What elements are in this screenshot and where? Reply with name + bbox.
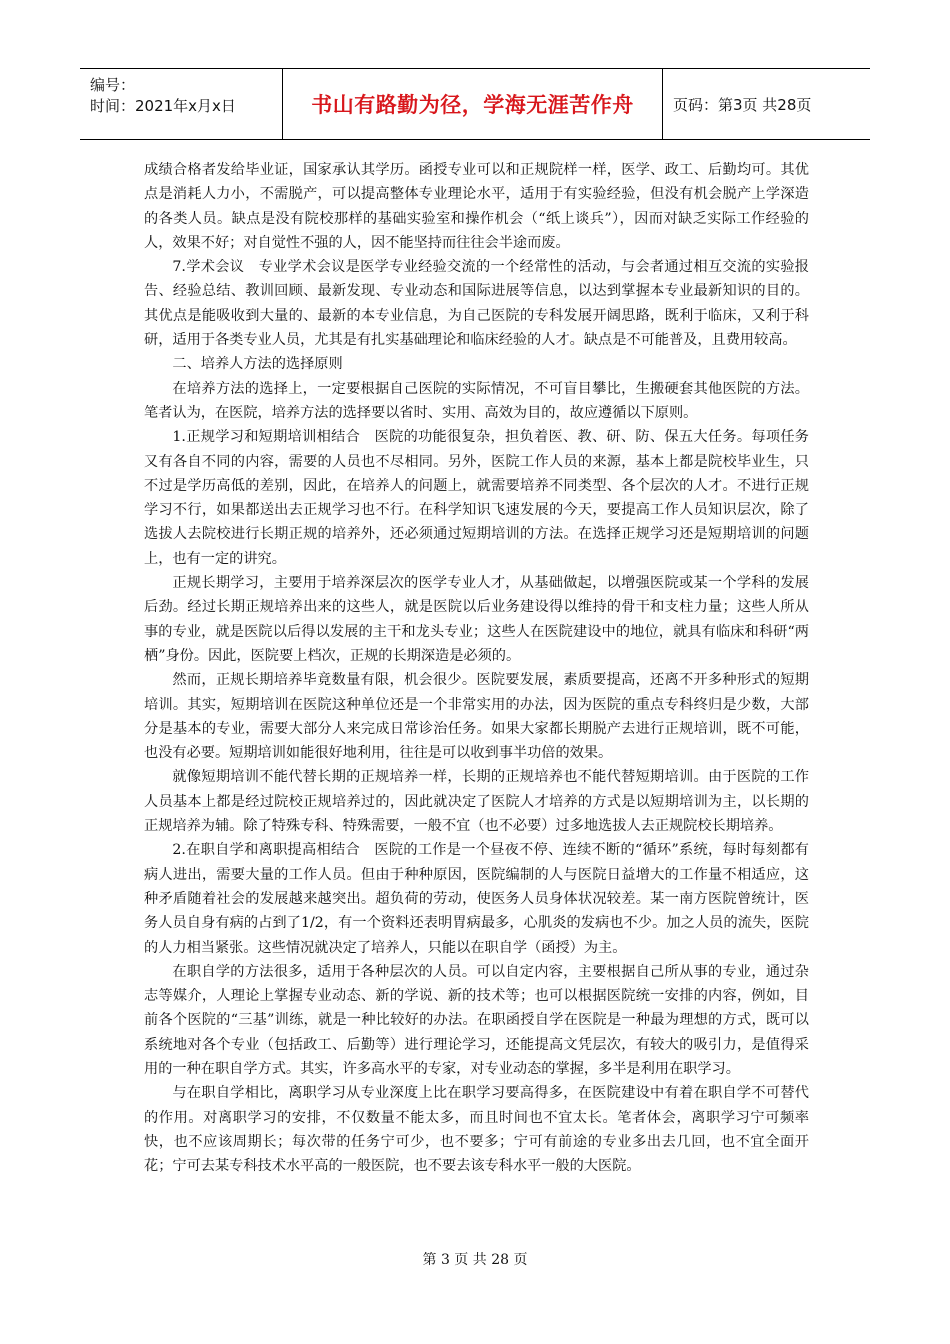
body-paragraph: 在职自学的方法很多，适用于各种层次的人员。可以自定内容，主要根据自己所从事的专业，通过杂志等媒介，人理论上掌握专业动态、新的学说、新的技术等；也可以根据医院统一安排的内容，例如，目前各个医院的“三基”训练，就是一种比较好的办法。在职函授自学在医院是一种最为理想的方式，既可以系统地对各个专业（包括政工、后勤等）进行理论学习，还能提高文凭层次，有较大的吸引力，是值得采用的一种在职自学方式。其实，许多高水平的专家，对专业动态的掌握，多半是利用在职学习。 (144, 963, 809, 1077)
body-paragraph: 7.学术会议 专业学术会议是医学专业经验交流的一个经常性的活动，与会者通过相互交流的实验报告、经验总结、教训回顾、最新发现、专业动态和国际进展等信息，以达到掌握本专业最新知识的目的。其优点是能吸收到大量的、最新的本专业信息，为自己医院的专科发展开阔思路，既利于临床，又利于科研，适用于各类专业人员，尤其是有扎实基础理论和临床经验的人才。缺点是不可能普及，且费用较高。 (144, 259, 809, 349)
body-paragraph: 2.在职自学和离职提高相结合 医院的工作是一个昼夜不停、连续不断的“循环”系统，每时每刻都有病人进出，需要大量的工作人员。但由于种种原因，医院编制的人与医院日益增大的工作量不相适应，这种矛盾随着社会的发展越来越突出。超负荷的劳动，使医务人员身体状况较差。某一南方医院曾统计，医务人员自身有病的占到了1/2，有一个资料还表明胃病最多，心肌炎的发病也不少。加之人员的流失，医院的人力相当紧张。这些情况就决定了培养人，只能以在职自学（函授）为主。 (144, 842, 809, 956)
body-paragraph: 就像短期培训不能代替长期的正规培养一样，长期的正规培养也不能代替短期培训。由于医院的工作人员基本上都是经过院校正规培养过的，因此就决定了医院人才培养的方式是以短期培训为主，以长期的正规培养为辅。除了特殊专科、特殊需要，一般不宜（也不必要）过多地选拔人去正规院校长期培养。 (144, 769, 809, 835)
body-paragraph: 在培养方法的选择上，一定要根据自己医院的实际情况，不可盲目攀比，生搬硬套其他医院的方法。笔者认为，在医院，培养方法的选择要以省时、实用、高效为目的，故应遵循以下原则。 (144, 380, 809, 421)
page-footer (0, 1249, 950, 1269)
body-paragraph: 成绩合格者发给毕业证，国家承认其学历。函授专业可以和正规院样一样，医学、政工、后勤均可。其优点是消耗人力小，不需脱产，可以提高整体专业理论水平，适用于有实验经验，但没有机会脱产上学深造的各类人员。缺点是没有院校那样的基础实验室和操作机会（“纸上谈兵”），因而对缺乏实际工作经验的人，效果不好；对自觉性不强的人，因不能坚持而往往会半途而废。 (144, 162, 809, 251)
header-meta (80, 69, 283, 139)
page-header (80, 68, 870, 140)
section-heading: 二、培养人方法的选择原则 (172, 356, 343, 373)
document-number-label: 编号： (90, 76, 136, 94)
body-paragraph: 1.正规学习和短期培训相结合 医院的功能很复杂，担负着医、教、研、防、保五大任务。每项任务又有各自不同的内容，需要的人员也不尽相同。另外，医院工作人员的来源，基本上都是院校毕业生，只不过是学历高低的差别，因此，在培养人的问题上，就需要培养不同类型、各个层次的人才。不进行正规学习不行，如果都送出去正规学习也不行。在科学知识飞速发展的今天，要提高工作人员知识层次，除了选拔人去院校进行长期正规的培养外，还必须通过短期培训的方法。在选择正规学习还是短期培训的问题上，也有一定的讲究。 (144, 429, 809, 567)
body-paragraph: 然而，正规长期培养毕竟数量有限，机会很少。医院要发展，素质要提高，还离不开多种形式的短期培训。其实，短期培训在医院这种单位还是一个非常实用的办法，因为医院的重点专科终归是少数，大部分是基本的专业，需要大部分人来完成日常诊治任务。如果大家都长期脱产去进行正规培训，既不可能，也没有必要。短期培训如能很好地利用，往往是可以收到事半功倍的效果。 (144, 672, 809, 762)
header-page-info-cell (663, 69, 870, 139)
header-page-info: 页码：第3页 共28页 (673, 95, 812, 114)
document-body (144, 158, 809, 1178)
header-motto: 书山有路勤为径，学海无涯苦作舟 (311, 93, 634, 117)
document-time-label: 时间：2021年x月x日 (90, 97, 236, 115)
body-paragraph: 正规长期学习，主要用于培养深层次的医学专业人才，从基础做起，以增强医院或某一个学科的发展后劲。经过长期正规培养出来的这些人，就是医院以后业务建设得以维持的骨干和支柱力量；这些人所从事的专业，就是医院以后得以发展的主干和龙头专业；这些人在医院建设中的地位，就具有临床和科研“两栖”身份。因此，医院要上档次，正规的长期深造是必须的。 (144, 575, 809, 664)
body-paragraph: 与在职自学相比，离职学习从专业深度上比在职学习要高得多，在医院建设中有着在职自学不可替代的作用。对离职学习的安排，不仅数量不能太多，而且时间也不宜太长。笔者体会，离职学习宁可频率快，也不应该周期长；每次带的任务宁可少，也不要多；宁可有前途的专业多出去几回，也不宜全面开花；宁可去某专科技术水平高的一般医院，也不要去该专科水平一般的大医院。 (144, 1085, 809, 1175)
header-motto-cell (283, 69, 663, 139)
footer-page-number: 第 3 页 共 28 页 (422, 1252, 528, 1268)
